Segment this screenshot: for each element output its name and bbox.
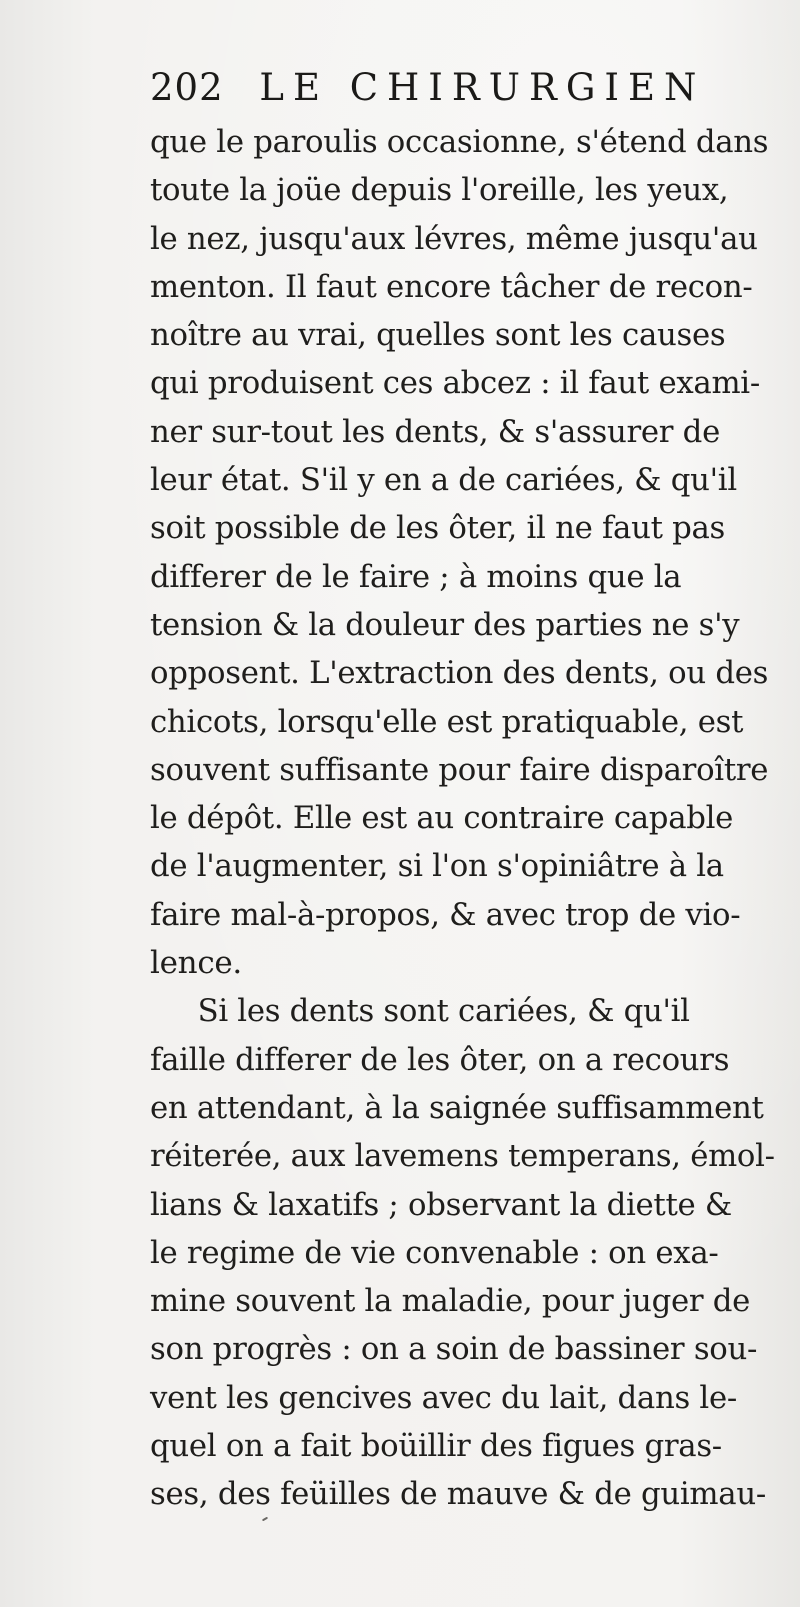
text-line: de l'augmenter, si l'on s'opiniâtre à la — [150, 848, 724, 885]
text-line: toute la joüe depuis l'oreille, les yeux, — [150, 172, 729, 209]
text-line: souvent suffisante pour faire disparoître — [150, 751, 769, 788]
text-line: en attendant, à la saignée suffisamment — [150, 1089, 764, 1126]
text-line: soit possible de les ôter, il ne faut pas — [150, 510, 726, 547]
text-line: le dépôt. Elle est au contraire capable — [150, 800, 734, 837]
text-line: faille differer de les ôter, on a recours — [150, 1041, 730, 1078]
text-line: lians & laxatifs ; observant la diette & — [150, 1186, 732, 1223]
text-line: differer de le faire ; à moins que la — [150, 558, 682, 595]
text-line: noître au vrai, quelles sont les causes — [150, 317, 726, 354]
text-line: opposent. L'extraction des dents, ou des — [150, 655, 769, 692]
paragraph-start-line: Si les dents sont cariées, & qu'il — [197, 993, 690, 1030]
text-line: que le paroulis occasionne, s'étend dans — [150, 124, 769, 160]
text-line: faire mal-à-propos, & avec trop de vio- — [150, 896, 741, 933]
text-line: qui produisent ces abcez : il faut exami- — [150, 365, 760, 402]
text-line: lence. — [150, 945, 242, 982]
page-number: 202 — [150, 66, 224, 109]
text-line: leur état. S'il y en a de cariées, & qu'il — [150, 462, 737, 499]
text-line: son progrès : on a soin de bassiner sou- — [150, 1331, 758, 1368]
text-line: tension & la douleur des parties ne s'y — [150, 606, 740, 643]
text-line: mine souvent la maladie, pour juger de — [150, 1283, 751, 1320]
text-line: vent les gencives avec du lait, dans le- — [150, 1379, 737, 1416]
text-line: le regime de vie convenable : on exa- — [150, 1234, 719, 1271]
text-line: ses, des feüilles de mauve & de guimau- — [150, 1476, 766, 1513]
text-line: le nez, jusqu'aux lévres, même jusqu'au — [150, 220, 758, 257]
running-head: LE CHIRURGIEN — [259, 66, 706, 109]
text-line: menton. Il faut encore tâcher de recon- — [150, 268, 753, 305]
text-line: ner sur-tout les dents, & s'assurer de — [150, 413, 720, 450]
page-header — [150, 66, 760, 112]
text-line: chicots, lorsqu'elle est pratiquable, est — [150, 703, 744, 740]
text-line: quel on a fait boüillir des figues gras- — [150, 1428, 722, 1465]
body-text — [150, 118, 780, 1519]
text-line: réiterée, aux lavemens temperans, émol- — [150, 1138, 775, 1175]
